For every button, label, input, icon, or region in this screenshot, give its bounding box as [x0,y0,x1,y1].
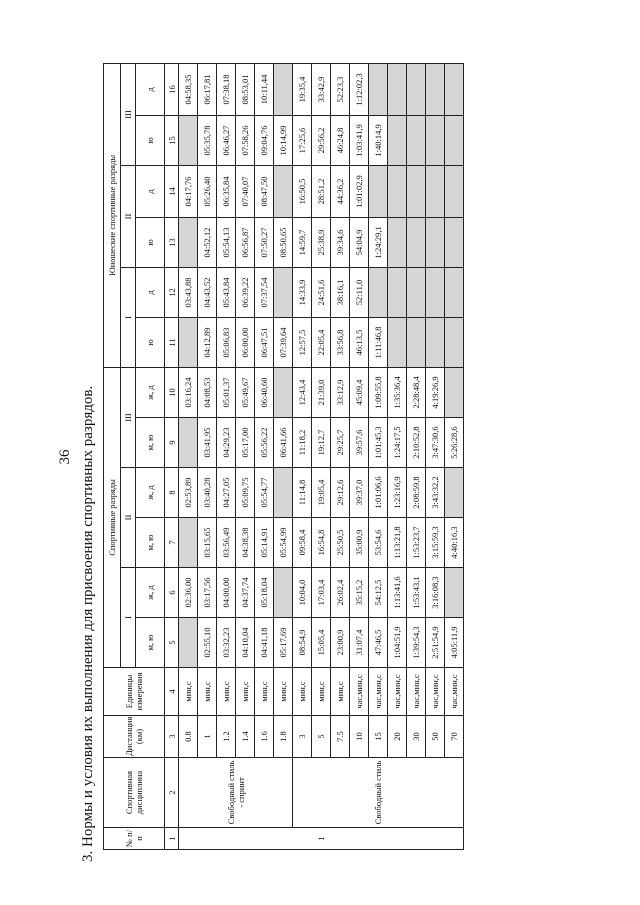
table-row [255,63,274,849]
table-row [350,63,369,849]
norm-value-cell: 03:41,95 [198,418,217,468]
norm-value-cell [369,63,388,115]
norm-value-cell: 02:55,10 [198,618,217,668]
norm-value-cell: 1:11:46,8 [369,317,388,367]
norm-value-cell: 1:01:06,6 [369,468,388,518]
norm-value-cell: 33:42,9 [312,63,331,115]
norm-value-cell: 05:56,22 [255,418,274,468]
norm-value-cell: 07:40,07 [236,165,255,217]
table-row [217,63,236,849]
header-sub-d: д [136,267,165,317]
table-row [369,63,388,849]
header-sub-d: д [136,63,165,115]
norm-value-cell: 04:37,74 [236,568,255,618]
norm-value-cell: 03:56,49 [217,518,236,568]
distance-cell: 50 [426,716,445,758]
norm-value-cell: 04:10,04 [236,618,255,668]
norm-value-cell: 06:47,51 [255,317,274,367]
norm-value-cell [369,267,388,317]
row-number-cell: 1 [179,828,464,850]
norm-value-cell [388,267,407,317]
norm-value-cell: 29:56,2 [312,115,331,165]
norm-value-cell [274,568,293,618]
distance-cell: 20 [388,716,407,758]
units-cell: мин,с [312,668,331,716]
header-sport-rank-III: III [121,367,136,467]
norm-value-cell [179,217,198,267]
norms-table [103,63,464,850]
table-row [426,63,445,849]
norm-value-cell: 14:33,9 [293,267,312,317]
norm-value-cell: 05:06,83 [217,317,236,367]
units-cell: час,мин,с [350,668,369,716]
norm-value-cell [445,317,464,367]
norm-value-cell: 1:53:23,7 [407,518,426,568]
norm-value-cell [274,367,293,417]
norm-value-cell: 16:50,5 [293,165,312,217]
norm-value-cell: 05:09,75 [236,468,255,518]
norm-value-cell: 10:11,44 [255,63,274,115]
table-row [445,63,464,849]
norm-value-cell: 33:12,9 [331,367,350,417]
column-number: 5 [165,618,179,668]
norm-value-cell: 1:12:02,3 [350,63,369,115]
header-sub-zh-d: ж, д [136,468,165,518]
norm-value-cell [179,317,198,367]
norm-value-cell: 33:56,8 [331,317,350,367]
distance-cell: 1.8 [274,716,293,758]
column-number: 9 [165,418,179,468]
norm-value-cell: 4:05:11,9 [445,618,464,668]
norm-value-cell: 47:46,5 [369,618,388,668]
norm-value-cell [426,115,445,165]
norm-value-cell: 1:39:54,3 [407,618,426,668]
norm-value-cell: 06:40,60 [255,367,274,417]
header-sub-d: д [136,165,165,217]
norm-value-cell: 39:34,6 [331,217,350,267]
norm-value-cell: 12:43,4 [293,367,312,417]
norm-value-cell: 5:26:28,6 [445,418,464,468]
rotated-content [55,52,579,862]
norm-value-cell [426,217,445,267]
units-cell: мин,с [217,668,236,716]
norm-value-cell: 05:54,99 [274,518,293,568]
norm-value-cell: 54:12,5 [369,568,388,618]
norm-value-cell: 07:39,64 [274,317,293,367]
norm-value-cell [407,165,426,217]
norm-value-cell: 02:36,00 [179,568,198,618]
norm-value-cell [407,317,426,367]
norm-value-cell: 08:47,50 [255,165,274,217]
norm-value-cell: 2:51:54,9 [426,618,445,668]
norm-value-cell: 05:26,40 [198,165,217,217]
norm-value-cell: 25:38,9 [312,217,331,267]
column-number: 7 [165,518,179,568]
discipline-cell: Свободный стиль - спринт [179,758,293,828]
column-number: 16 [165,63,179,115]
norm-value-cell: 19:05,4 [312,468,331,518]
norm-value-cell: 24:51,6 [312,267,331,317]
norm-value-cell [426,267,445,317]
norm-value-cell: 11:14,8 [293,468,312,518]
units-cell: час,мин,с [445,668,464,716]
norm-value-cell: 06:39,22 [236,267,255,317]
norm-value-cell: 54:04,9 [350,217,369,267]
norm-value-cell [407,63,426,115]
norm-value-cell: 3:16:08,3 [426,568,445,618]
norm-value-cell: 09:58,4 [293,518,312,568]
discipline-cell: Свободный стиль [293,758,464,828]
norm-value-cell: 04:00,00 [217,568,236,618]
header-sub-yu: ю [136,317,165,367]
norm-value-cell: 05:35,78 [198,115,217,165]
norm-value-cell: 04:17,76 [179,165,198,217]
norm-value-cell: 1:09:55,8 [369,367,388,417]
norm-value-cell: 19:35,4 [293,63,312,115]
norm-value-cell: 07:38,18 [217,63,236,115]
norm-value-cell: 05:17,69 [274,618,293,668]
column-number: 3 [165,716,179,758]
norm-value-cell: 35:15,2 [350,568,369,618]
norm-value-cell [179,518,198,568]
norm-value-cell: 04:41,18 [255,618,274,668]
distance-cell: 1 [198,716,217,758]
table-row [331,63,350,849]
norm-value-cell: 2:10:52,8 [407,418,426,468]
norm-value-cell: 03:43,88 [179,267,198,317]
norm-value-cell: 45:09,4 [350,367,369,417]
header-sport-rank-II: II [121,468,136,568]
header-sub-yu: ю [136,217,165,267]
norm-value-cell: 3:47:30,6 [426,418,445,468]
distance-cell: 0.8 [179,716,198,758]
norm-value-cell: 06:46,27 [217,115,236,165]
column-number: 14 [165,165,179,217]
norm-value-cell [445,63,464,115]
units-cell: мин,с [236,668,255,716]
header-sub-m-yu: м, ю [136,518,165,568]
norm-value-cell [179,115,198,165]
norm-value-cell: 25:50,5 [331,518,350,568]
norm-value-cell: 06:17,81 [198,63,217,115]
norm-value-cell: 05:49,67 [236,367,255,417]
page-number: 36 [57,449,73,465]
norm-value-cell [426,317,445,367]
norm-value-cell: 1:40:14,9 [369,115,388,165]
distance-cell: 1.6 [255,716,274,758]
norm-value-cell [274,63,293,115]
distance-cell: 1.4 [236,716,255,758]
norm-value-cell: 1:35:36,4 [388,367,407,417]
units-cell: час,мин,с [426,668,445,716]
norm-value-cell: 14:59,7 [293,217,312,267]
norm-value-cell: 03:16,24 [179,367,198,417]
norm-value-cell [407,217,426,267]
header-youth-rank-I: I [121,267,136,367]
norms-table-body [179,63,464,849]
norm-value-cell: 05:18,04 [255,568,274,618]
norm-value-cell: 3:15:59,3 [426,518,445,568]
norm-value-cell: 1:03:41,9 [350,115,369,165]
norm-value-cell: 12:57,5 [293,317,312,367]
column-number: 10 [165,367,179,417]
norm-value-cell: 04:08,53 [198,367,217,417]
norm-value-cell: 07:37,54 [255,267,274,317]
column-number: 4 [165,668,179,716]
norm-value-cell: 06:41,66 [274,418,293,468]
table-row [198,63,217,849]
distance-cell: 70 [445,716,464,758]
norm-value-cell: 05:14,91 [255,518,274,568]
distance-cell: 5 [312,716,331,758]
units-cell: час,мин,с [407,668,426,716]
norm-value-cell [407,267,426,317]
column-number: 11 [165,317,179,367]
norm-value-cell [388,217,407,267]
norm-value-cell: 2:08:59,8 [407,468,426,518]
norm-value-cell: 03:15,65 [198,518,217,568]
norm-value-cell: 10:04,0 [293,568,312,618]
norm-value-cell: 03:17,56 [198,568,217,618]
column-number: 15 [165,115,179,165]
units-cell: мин,с [274,668,293,716]
units-cell: мин,с [331,668,350,716]
norm-value-cell: 06:00,00 [236,317,255,367]
header-sub-zh-d: ж, д [136,367,165,417]
norm-value-cell: 4:40:16,3 [445,518,464,568]
document-heading: 3. Нормы и условия их выполнения для присвоения спортивных разрядов. [80,385,96,862]
norm-value-cell: 4:19:26,9 [426,367,445,417]
distance-cell: 7.5 [331,716,350,758]
norm-value-cell [274,468,293,518]
norm-value-cell: 39:37,0 [350,468,369,518]
norm-value-cell: 2:28:48,4 [407,367,426,417]
norm-value-cell: 11:18,2 [293,418,312,468]
units-cell: час,мин,с [388,668,407,716]
norm-value-cell [274,165,293,217]
norm-value-cell: 1:13:21,8 [388,518,407,568]
norm-value-cell [369,165,388,217]
norm-value-cell: 39:57,6 [350,418,369,468]
norm-value-cell [179,418,198,468]
norm-value-cell: 26:02,4 [331,568,350,618]
norm-value-cell: 28:51,2 [312,165,331,217]
norm-value-cell: 08:53,01 [236,63,255,115]
norm-value-cell: 53:54,6 [369,518,388,568]
column-number: 12 [165,267,179,317]
header-sub-m-yu: м, ю [136,618,165,668]
norm-value-cell [445,468,464,518]
table-row [293,63,312,849]
header-youth-ranks: Юношеские спортивные разряды [104,63,121,367]
norm-value-cell: 06:35,84 [217,165,236,217]
norm-value-cell: 10:14,99 [274,115,293,165]
norm-value-cell: 22:05,4 [312,317,331,367]
norm-value-cell: 15:05,4 [312,618,331,668]
distance-cell: 3 [293,716,312,758]
norm-value-cell: 19:12,7 [312,418,331,468]
norm-value-cell [388,317,407,367]
norm-value-cell: 1:53:43,1 [407,568,426,618]
norm-value-cell: 38:16,1 [331,267,350,317]
norm-value-cell: 07:50,27 [255,217,274,267]
units-cell: час,мин,с [369,668,388,716]
column-number-row [165,63,179,849]
header-distance: Дистанция (км) [104,716,165,758]
norm-value-cell: 52:23,3 [331,63,350,115]
norm-value-cell: 29:12,6 [331,468,350,518]
header-youth-rank-III: III [121,63,136,165]
column-number: 2 [165,758,179,828]
norm-value-cell [426,165,445,217]
norm-value-cell: 29:25,7 [331,418,350,468]
norm-value-cell: 52:11,0 [350,267,369,317]
distance-cell: 30 [407,716,426,758]
table-row [312,63,331,849]
norm-value-cell: 04:58,35 [179,63,198,115]
table-row [236,63,255,849]
norm-value-cell [407,115,426,165]
norm-value-cell: 04:27,05 [217,468,236,518]
column-number: 13 [165,217,179,267]
norm-value-cell: 44:36,2 [331,165,350,217]
norm-value-cell: 04:52,12 [198,217,217,267]
norm-value-cell: 31:07,4 [350,618,369,668]
norm-value-cell: 04:29,23 [217,418,236,468]
norm-value-cell: 05:43,84 [217,267,236,317]
header-youth-rank-II: II [121,165,136,267]
distance-cell: 1.2 [217,716,236,758]
norm-value-cell: 1:04:51,9 [388,618,407,668]
norm-value-cell: 04:38,38 [236,518,255,568]
norm-value-cell [388,115,407,165]
norms-table-wrapper [103,64,464,850]
norm-value-cell: 3:43:32,2 [426,468,445,518]
header-sub-zh-d: ж, д [136,568,165,618]
units-cell: мин,с [293,668,312,716]
column-number: 6 [165,568,179,618]
norm-value-cell: 02:53,89 [179,468,198,518]
units-cell: мин,с [179,668,198,716]
table-row [274,63,293,849]
norm-value-cell: 08:50,65 [274,217,293,267]
norm-value-cell: 05:01,37 [217,367,236,417]
norm-value-cell: 1:23:16,9 [388,468,407,518]
norm-value-cell: 1:01:02,9 [350,165,369,217]
norm-value-cell [388,165,407,217]
norm-value-cell: 06:56,87 [236,217,255,267]
norm-value-cell: 09:04,76 [255,115,274,165]
norm-value-cell [445,217,464,267]
column-number: 8 [165,468,179,518]
norm-value-cell: 07:58,26 [236,115,255,165]
norm-value-cell: 21:39,0 [312,367,331,417]
norm-value-cell [388,63,407,115]
norm-value-cell: 03:40,28 [198,468,217,518]
norm-value-cell: 46:13,5 [350,317,369,367]
norm-value-cell: 08:54,9 [293,618,312,668]
norm-value-cell: 1:24:17,5 [388,418,407,468]
distance-cell: 10 [350,716,369,758]
header-num: № п/п [104,828,165,850]
units-cell: мин,с [198,668,217,716]
header-units: Единицы измерения [104,668,165,716]
column-number: 1 [165,828,179,850]
norm-value-cell: 1:24:29,1 [369,217,388,267]
norm-value-cell: 17:25,6 [293,115,312,165]
norm-value-cell [445,165,464,217]
norm-value-cell: 05:54,77 [255,468,274,518]
header-sport-ranks: Спортивные разряды [104,367,121,667]
units-cell: мин,с [255,668,274,716]
header-discipline: Спортивная дисциплина [104,758,165,828]
norm-value-cell: 05:17,00 [236,418,255,468]
header-sub-yu: ю [136,115,165,165]
norm-value-cell [274,267,293,317]
norm-value-cell: 03:32,23 [217,618,236,668]
norm-value-cell: 17:03,4 [312,568,331,618]
norm-value-cell: 05:54,13 [217,217,236,267]
norm-value-cell [179,618,198,668]
norm-value-cell: 04:12,89 [198,317,217,367]
norm-value-cell: 46:24,8 [331,115,350,165]
norm-value-cell: 35:00,9 [350,518,369,568]
norm-value-cell [445,267,464,317]
norm-value-cell [426,63,445,115]
norm-value-cell [445,568,464,618]
norm-value-cell: 16:54,8 [312,518,331,568]
header-sub-m-yu: м, ю [136,418,165,468]
norm-value-cell [445,115,464,165]
norm-value-cell: 23:00,9 [331,618,350,668]
distance-cell: 15 [369,716,388,758]
norm-value-cell: 1:01:45,3 [369,418,388,468]
norm-value-cell: 1:13:41,6 [388,568,407,618]
header-sport-rank-I: I [121,568,136,668]
table-row [179,63,198,849]
norm-value-cell: 04:43,52 [198,267,217,317]
norm-value-cell [445,367,464,417]
table-row [407,63,426,849]
table-row [388,63,407,849]
